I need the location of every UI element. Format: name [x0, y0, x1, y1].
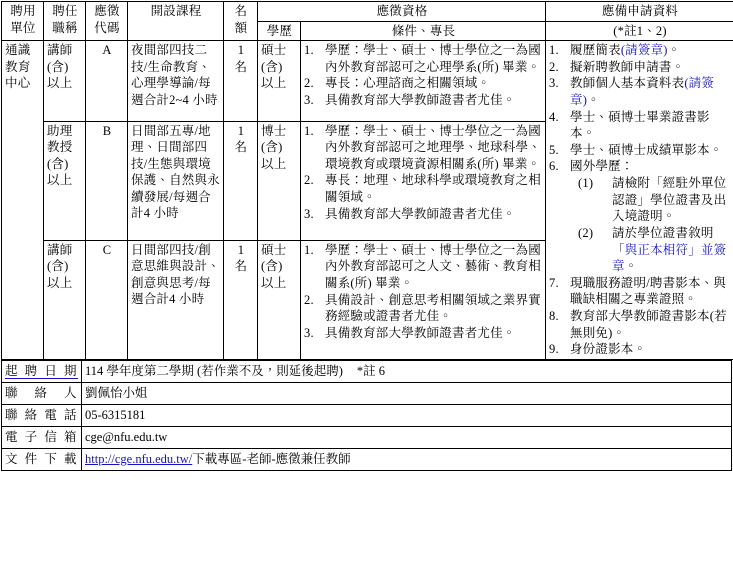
job-title-line-3: 以上 [47, 275, 83, 292]
condition-number: 2. [304, 292, 323, 309]
degree-line-2: (含) [261, 139, 298, 156]
cell-required-documents [546, 41, 733, 360]
document-text: 國外學歷： [570, 159, 634, 173]
document-item [549, 158, 731, 274]
quota-line-1: 1 [227, 42, 255, 59]
header-degree: 學歷 [258, 21, 301, 41]
cell-conditions [301, 240, 546, 359]
table-header-row-1 [2, 2, 733, 22]
job-title-line-1: 講師 [47, 42, 83, 59]
condition-item [304, 123, 543, 173]
conditions-list [304, 42, 543, 109]
cell-job-title [44, 41, 86, 122]
cell-course: 日間部四技/創意思維與設計、創意與思考/每週合計4 小時 [128, 240, 224, 359]
document-download-link[interactable]: http://cge.nfu.edu.tw/ [85, 452, 192, 466]
document-subtext: 請於學位證書敘明「 [612, 226, 714, 257]
cell-application-code: B [86, 121, 128, 240]
start-date-value: 114 學年度第二學期 (若作業不及，則延後起聘) [85, 364, 343, 378]
degree-line-1: 博士 [261, 123, 298, 140]
header-condition: 條件、專長 [301, 21, 546, 41]
condition-text: 學歷：學士、碩士、博士學位之一為國內外教育部認可之心理學系(所) 畢業。 [325, 43, 541, 74]
start-date-note: *註 6 [357, 364, 385, 378]
cell-conditions [301, 121, 546, 240]
document-subtext-after: 。 [625, 259, 638, 273]
degree-line-2: (含) [261, 59, 298, 76]
document-item [549, 275, 731, 308]
info-row-phone [2, 404, 732, 426]
cell-quota [224, 240, 258, 359]
job-title-line-1: 講師 [47, 242, 83, 259]
cell-quota [224, 41, 258, 122]
document-subnumber: (2) [578, 225, 612, 242]
header-unit [2, 2, 44, 41]
degree-line-1: 碩士 [261, 42, 298, 59]
cell-unit [2, 41, 44, 360]
header-documents: 應備申請資料 [546, 2, 733, 22]
degree-line-2: (含) [261, 258, 298, 275]
info-row-start-date [2, 360, 732, 382]
quota-line-2: 名 [227, 139, 255, 156]
quota-line-2: 名 [227, 258, 255, 275]
degree-line-3: 以上 [261, 75, 298, 92]
info-row-contact [2, 382, 732, 404]
condition-text: 具備教育部大學教師證書者尤佳。 [325, 207, 516, 221]
document-text: 教師個人基本資料表 [570, 76, 684, 90]
header-unit-line1: 聘用 [5, 3, 41, 20]
document-item [549, 142, 731, 159]
document-text: 擬新聘教師申請書。 [570, 60, 684, 74]
condition-number: 3. [304, 92, 323, 109]
cell-course: 夜間部四技二技/生命教育、心理學導論/每週合計2~4 小時 [128, 41, 224, 122]
cell-course: 日間部五專/地理、日間部四技/生態與環境保護、自然與永續發展/每週合計4 小時 [128, 121, 224, 240]
condition-item [304, 292, 543, 325]
condition-text: 學歷：學士、碩士、博士學位之一為國內外教育部認可之人文、藝術、教育相關系(所) 畢業。 [325, 243, 541, 290]
document-subitem [570, 175, 731, 225]
cell-conditions [301, 41, 546, 122]
document-subnumber: (1) [578, 175, 612, 192]
document-item [549, 42, 731, 59]
condition-number: 3. [304, 325, 323, 342]
document-number: 3. [549, 75, 568, 92]
condition-text: 具備設計、創意思考相關領域之業界實務經驗或證書者尤佳。 [325, 293, 541, 324]
header-course: 開設課程 [128, 2, 224, 41]
condition-number: 3. [304, 206, 323, 223]
job-title-line-2: 教授 [47, 139, 83, 156]
condition-item [304, 325, 543, 342]
documents-sublist [570, 175, 731, 275]
info-row-download [2, 448, 732, 470]
header-job-title [44, 2, 86, 41]
degree-line-1: 碩士 [261, 242, 298, 259]
contact-info-table [1, 360, 732, 471]
condition-item [304, 75, 543, 92]
job-title-line-4: 以上 [47, 172, 83, 189]
document-text-after: 。 [587, 93, 600, 107]
condition-text: 專長：心理諮商之相關領域。 [325, 76, 490, 90]
document-item [549, 341, 731, 358]
document-download-suffix: 下載專區-老師-應徵兼任教師 [192, 452, 350, 466]
label-contact-person: 聯絡人 [2, 382, 82, 404]
table-row [2, 41, 733, 122]
value-email: cge@nfu.edu.tw [82, 426, 732, 448]
label-start-date-text: 起聘日期 [5, 364, 78, 379]
header-code-line1: 應徵 [89, 3, 125, 20]
condition-item [304, 172, 543, 205]
condition-number: 1. [304, 242, 323, 259]
header-application-code [86, 2, 128, 41]
document-text: 履歷簡表 [570, 43, 621, 57]
document-subitem [570, 225, 731, 275]
document-number: 8. [549, 308, 568, 325]
job-title-line-3: 以上 [47, 75, 83, 92]
unit-line-1: 通識 [5, 42, 41, 59]
label-document-download: 文件下載 [2, 448, 82, 470]
document-item [549, 308, 731, 341]
document-text: 學士、碩博士畢業證書影本。 [570, 110, 710, 141]
document-number: 4. [549, 109, 568, 126]
document-number: 5. [549, 142, 568, 159]
cell-degree [258, 121, 301, 240]
header-quota [224, 2, 258, 41]
document-text: 教育部大學教師證書影本(若無則免)。 [570, 309, 727, 340]
job-title-line-2: (含) [47, 258, 83, 275]
condition-number: 2. [304, 75, 323, 92]
cell-job-title [44, 240, 86, 359]
condition-text: 專長：地理、地球科學或環境教育之相關領域。 [325, 173, 541, 204]
header-job-title-line1: 聘任 [47, 3, 83, 20]
value-phone: 05-6315181 [82, 404, 732, 426]
value-start-date [82, 360, 732, 382]
document-subtext: 請檢附「經駐外單位認證」學位證書及出入境證明。 [612, 176, 726, 223]
condition-number: 1. [304, 42, 323, 59]
cell-application-code: C [86, 240, 128, 359]
job-positions-table [1, 1, 733, 360]
document-text: 學士、碩博士成績單影本。 [570, 143, 722, 157]
condition-number: 1. [304, 123, 323, 140]
condition-item [304, 206, 543, 223]
cell-degree [258, 41, 301, 122]
condition-text: 具備教育部大學教師證書者尤佳。 [325, 93, 516, 107]
document-text-after: 。 [668, 43, 681, 57]
header-qualification: 應徵資格 [258, 2, 546, 22]
document-item [549, 75, 731, 108]
degree-line-3: 以上 [261, 275, 298, 292]
quota-line-1: 1 [227, 242, 255, 259]
condition-text: 學歷：學士、碩士、博士學位之一為國內外教育部認可之地理學、地球科學、環境教育或環境資源相關系(所) 畢業。 [325, 124, 541, 171]
conditions-list [304, 242, 543, 342]
header-quota-line1: 名 [227, 3, 255, 20]
header-code-line2: 代碼 [89, 20, 125, 37]
condition-text: 具備教育部大學教師證書者尤佳。 [325, 326, 516, 340]
cell-degree [258, 240, 301, 359]
info-row-email [2, 426, 732, 448]
job-title-line-1: 助理 [47, 123, 83, 140]
document-subhighlight: 與正本相符」並簽章 [612, 243, 726, 274]
document-number: 7. [549, 275, 568, 292]
condition-item [304, 92, 543, 109]
condition-item [304, 242, 543, 292]
quota-line-2: 名 [227, 59, 255, 76]
documents-list [549, 42, 731, 358]
value-contact-person: 劉佩怡小姐 [82, 382, 732, 404]
unit-line-2: 教育 [5, 59, 41, 76]
document-number: 2. [549, 59, 568, 76]
header-unit-line2: 單位 [5, 20, 41, 37]
recruitment-table-page [0, 1, 733, 571]
document-number: 9. [549, 341, 568, 358]
condition-number: 2. [304, 172, 323, 189]
cell-quota [224, 121, 258, 240]
document-number: 1. [549, 42, 568, 59]
header-job-title-line2: 職稱 [47, 20, 83, 37]
conditions-list [304, 123, 543, 223]
label-start-date [2, 360, 82, 382]
document-number: 6. [549, 158, 568, 175]
job-title-line-3: (含) [47, 156, 83, 173]
document-item [549, 109, 731, 142]
unit-line-3: 中心 [5, 75, 41, 92]
quota-line-1: 1 [227, 123, 255, 140]
label-email: 電子信箱 [2, 426, 82, 448]
document-highlight: (請簽章) [570, 76, 714, 107]
header-quota-line2: 額 [227, 20, 255, 37]
cell-application-code: A [86, 41, 128, 122]
document-text: 身份證影本。 [570, 342, 646, 356]
label-phone: 聯絡電話 [2, 404, 82, 426]
header-documents-note: (*註1、2) [546, 21, 733, 41]
cell-job-title [44, 121, 86, 240]
condition-item [304, 42, 543, 75]
value-document-download [82, 448, 732, 470]
document-highlight: (請簽章) [621, 43, 668, 57]
document-text: 現職服務證明/聘書影本、與職缺相關之專業證照。 [570, 276, 726, 307]
document-item [549, 59, 731, 76]
degree-line-3: 以上 [261, 156, 298, 173]
job-title-line-2: (含) [47, 59, 83, 76]
